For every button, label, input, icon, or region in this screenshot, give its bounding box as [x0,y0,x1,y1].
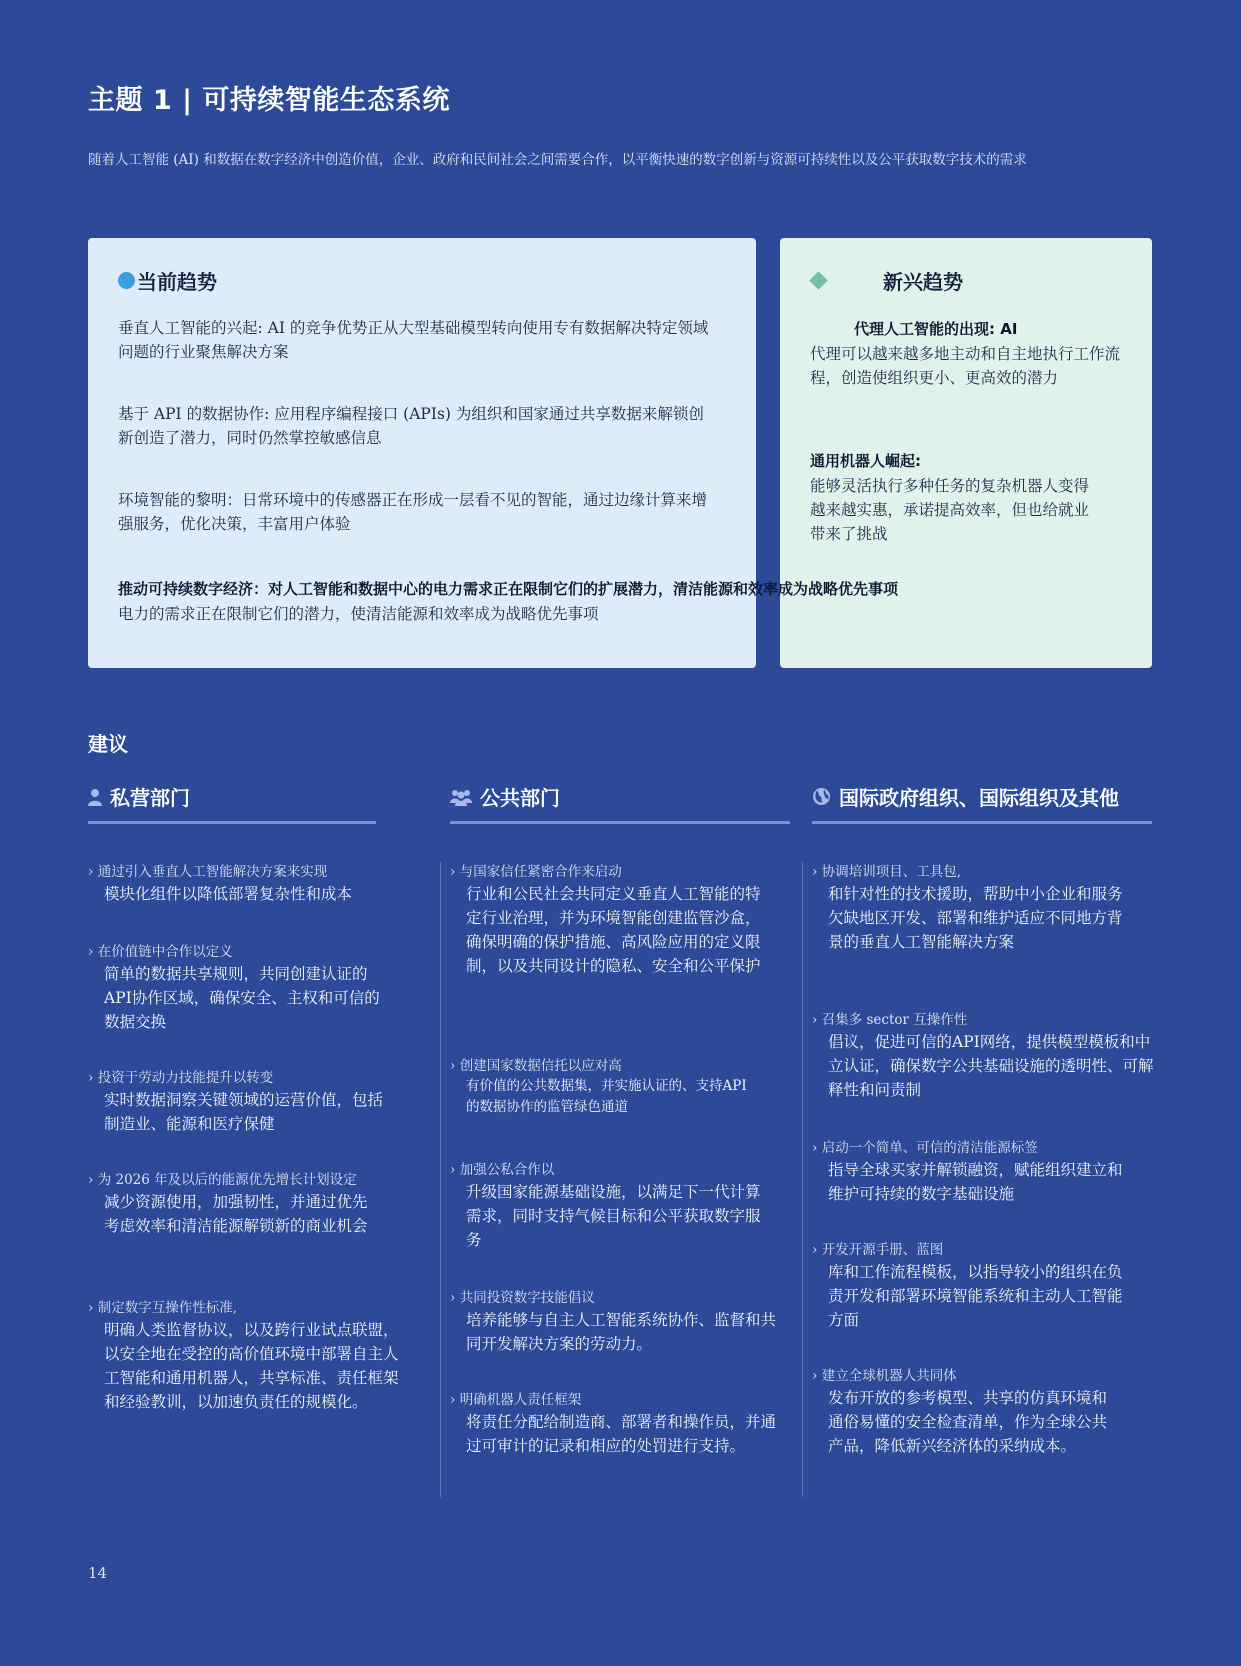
current-trends-heading [118,266,217,295]
sustainable-economy-line: 推动可持续数字经济：对人工智能和数据中心的电力需求正在限制它们的扩展潜力，清洁能源和效率成为战略优先事项 [118,580,899,598]
international-rec-item [812,1138,1134,1206]
international-rec-item [812,1240,1134,1332]
page-title: 主题 1 | 可持续智能生态系统 [88,85,450,116]
emerging-trend-title: 通用机器人崛起: [810,452,921,470]
rec-body: 减少资源使用，加强韧性，并通过优先考虑效率和清洁能源解锁新的商业机会 [104,1193,368,1235]
globe-icon [812,787,831,806]
international-rec-item [812,1366,1112,1458]
private-sector-heading-text: 私营部门 [110,786,190,810]
person-icon [88,788,102,806]
rec-body: 培养能够与自主人工智能系统协作、监督和共同开发解决方案的劳动力。 [466,1311,777,1353]
private-rec-item [88,1068,388,1136]
rec-body: 发布开放的参考模型、共享的仿真环境和通俗易懂的安全检查清单，作为全球公共产品，降低新兴经济体的采纳成本。 [828,1389,1108,1455]
international-heading-text: 国际政府组织、国际组织及其他 [839,786,1119,810]
private-sector-rule [88,821,376,824]
international-rule [812,821,1152,824]
group-icon [450,788,472,806]
rec-title: › 协调培训项目、工具包, [812,864,961,880]
current-trend-item: 基于 API 的数据协作: 应用程序编程接口 (APIs) 为组织和国家通过共享数据来解锁创新创造了潜力，同时仍然掌控敏感信息 [118,405,704,447]
public-sector-heading [450,782,560,811]
rec-body: 行业和公民社会共同定义垂直人工智能的特定行业治理，并为环境智能创建监管沙盒，确保明确的保护措施、高风险应用的定义限制，以及共同设计的隐私、安全和公平保护 [466,885,761,975]
rec-body: 实时数据洞察关键领域的运营价值，包括制造业、能源和医疗保健 [104,1091,384,1133]
rec-title: › 通过引入垂直人工智能解决方案来实现 [88,864,328,880]
public-rec-item [450,1390,790,1458]
emerging-trend-title: 代理人工智能的出现: AI [854,320,1018,338]
private-rec-item [88,862,388,906]
rec-title: › 召集多 sector 互操作性 [812,1012,968,1028]
rec-title: › 加强公私合作以 [450,1162,555,1178]
rec-body: 有价值的公共数据集，并实施认证的、支持API的数据协作的监管绿色通道 [466,1078,747,1115]
emerging-trends-heading-text: 新兴趋势 [883,270,963,294]
rec-body: 库和工作流程模板，以指导较小的组织在负责开发和部署环境智能系统和主动人工智能方面 [828,1263,1123,1329]
public-rec-item [450,1288,780,1356]
public-rec-item [450,862,768,978]
rec-body: 将责任分配给制造商、部署者和操作员，并通过可审计的记录和相应的处罚进行支持。 [466,1413,777,1455]
public-rec-item [450,1056,750,1118]
international-rec-item [812,862,1134,954]
dot-icon [118,272,135,289]
rec-title: › 共同投资数字技能倡议 [450,1290,595,1306]
emerging-trends-card [780,238,1152,668]
rec-title: › 建立全球机器人共同体 [812,1368,957,1384]
rec-body: 简单的数据共享规则，共同创建认证的API协作区域，确保安全、主权和可信的数据交换 [104,965,380,1031]
international-rec-item [812,1010,1160,1102]
current-trend-tail: 电力的需求正在限制它们的潜力，使清洁能源和效率成为战略优先事项 [118,605,599,623]
private-rec-item [88,1298,406,1414]
rec-title: › 制定数字互操作性标准, [88,1300,237,1316]
column-divider [802,862,803,1497]
rec-title: › 投资于劳动力技能提升以转变 [88,1070,274,1086]
private-rec-item [88,1170,378,1238]
emerging-trend-body: 能够灵活执行多种任务的复杂机器人变得越来越实惠，承诺提高效率，但也给就业带来了挑战 [810,477,1090,543]
recommendations-title: 建议 [88,732,128,756]
current-trend-item: 环境智能的黎明：日常环境中的传感器正在形成一层看不见的智能，通过边缘计算来增强服务，优化决策，丰富用户体验 [118,491,708,533]
rec-body: 升级国家能源基础设施，以满足下一代计算需求，同时支持气候目标和公平获取数字服务 [466,1183,761,1249]
rec-title: › 开发开源手册、蓝图 [812,1242,944,1258]
international-heading [812,782,1119,811]
rec-title: › 明确机器人责任框架 [450,1392,582,1408]
public-rec-item [450,1160,768,1252]
rec-body: 和针对性的技术援助，帮助中小企业和服务欠缺地区开发、部署和维护适应不同地方背景的垂直人工智能解决方案 [828,885,1123,951]
rec-title: › 在价值链中合作以定义 [88,944,233,960]
column-divider [440,862,441,1497]
rec-body: 模块化组件以降低部署复杂性和成本 [104,885,353,903]
rec-title: › 创建国家数据信托以应对高 [450,1058,622,1074]
diamond-icon [809,271,827,289]
private-sector-heading [88,782,190,811]
page-intro: 随着人工智能 (AI) 和数据在数字经济中创造价值，企业、政府和民间社会之间需要合作，以平衡快速的数字创新与资源可持续性以及公平获取数字技术的需求 [88,152,1027,168]
private-rec-item [88,942,388,1034]
page-number: 14 [88,1564,108,1582]
rec-body: 倡议，促进可信的API网络，提供模型模板和中立认证，确保数字公共基础设施的透明性、可解释性和问责制 [828,1033,1154,1099]
current-trends-heading-text: 当前趋势 [137,270,217,294]
emerging-trends-heading [812,266,963,295]
rec-title: › 与国家信任紧密合作来启动 [450,864,622,880]
rec-body: 指导全球买家并解锁融资，赋能组织建立和维护可持续的数字基础设施 [828,1161,1123,1203]
current-trends-card [88,238,756,668]
current-trend-item: 垂直人工智能的兴起: AI 的竞争优势正从大型基础模型转向使用专有数据解决特定领域问题的行业聚焦解决方案 [118,319,709,361]
emerging-trend-body: 代理可以越来越多地主动和自主地执行工作流程，创造使组织更小、更高效的潜力 [810,345,1121,387]
public-sector-heading-text: 公共部门 [480,786,560,810]
rec-title: › 启动一个简单、可信的清洁能源标签 [812,1140,1038,1156]
rec-title: › 为 2026 年及以后的能源优先增长计划设定 [88,1172,357,1188]
rec-body: 明确人类监督协议，以及跨行业试点联盟，以安全地在受控的高价值环境中部署自主人工智能和通用机器人，共享标准、责任框架和经验教训，以加速负责任的规模化。 [104,1321,399,1411]
public-sector-rule [450,821,790,824]
